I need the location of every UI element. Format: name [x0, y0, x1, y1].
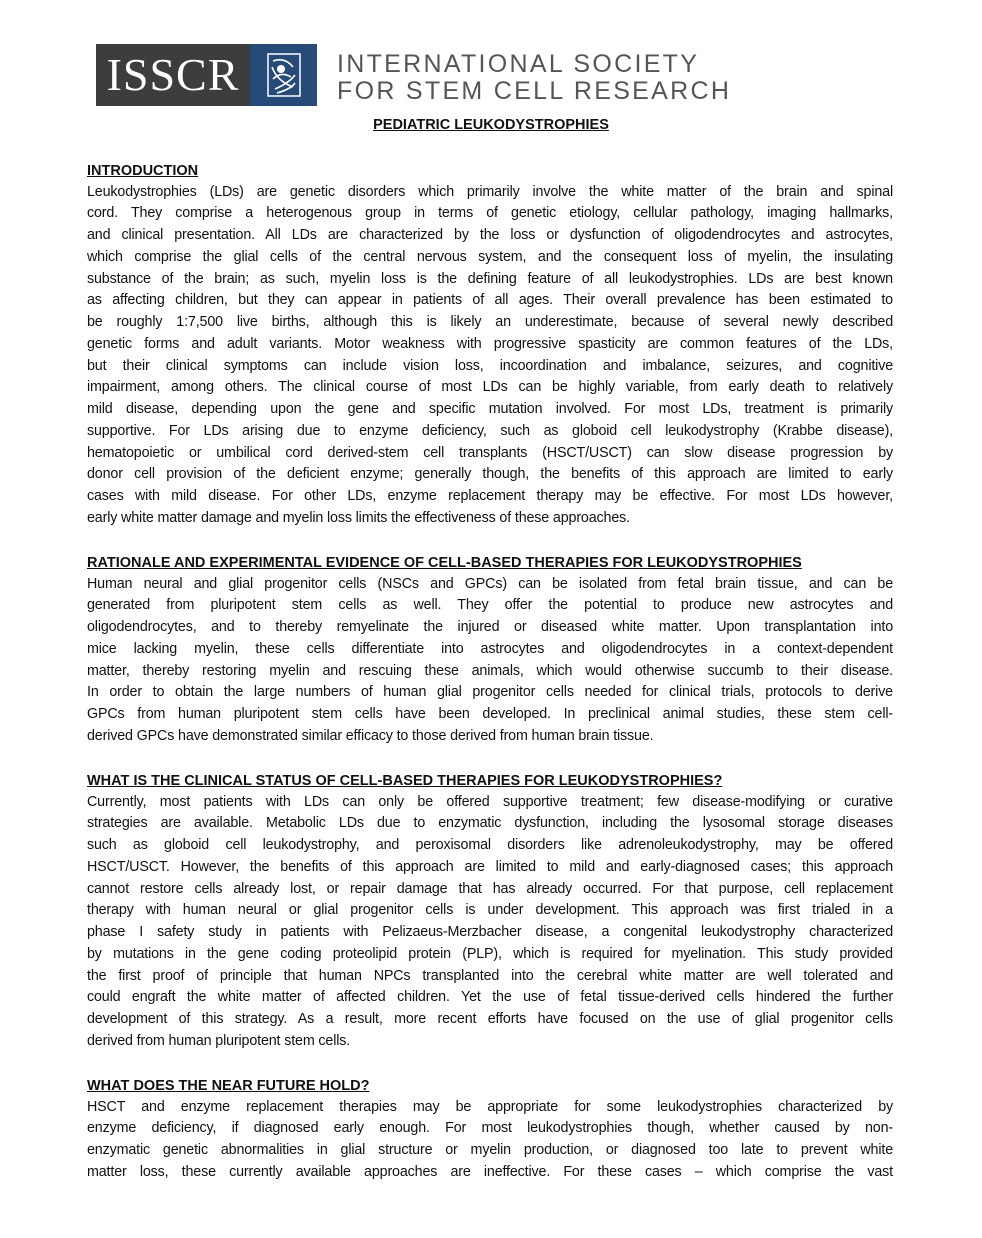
logo-emblem-icon — [250, 44, 317, 106]
text-line: enzymatic genetic abnormalities in glial structure or myelin production, or diagnosed too late to prevent white — [87, 1142, 893, 1158]
text-line: matter loss, these currently available approaches are ineffective. For these cases – which comprise the vast — [87, 1163, 893, 1180]
society-name — [337, 51, 731, 105]
text-line: could engraft the white matter of affected children. Yet the use of fetal tissue-derived cells hindered the further — [87, 989, 893, 1006]
text-line: development of this strategy. As a result, more recent efforts have focused on the use of glial progenitor cells — [87, 1011, 893, 1027]
text-line: Human neural and glial progenitor cells (NSCs and GPCs) can be isolated from fetal brain tissue, and can be — [87, 575, 893, 592]
logo-mark: ISSCR — [96, 44, 250, 106]
section-heading: RATIONALE AND EXPERIMENTAL EVIDENCE OF CELL-BASED THERAPIES FOR LEUKODYSTROPHIES — [87, 555, 802, 571]
text-line: impairment, among others. The clinical course of most LDs can be highly variable, from early death to relatively — [87, 379, 893, 396]
text-line: early white matter damage and myelin loss limits the effectiveness of these approaches. — [87, 509, 630, 526]
text-line: therapy with human neural or glial progenitor cells is under development. This approach was first trialed in a — [87, 902, 893, 919]
society-name-line1: INTERNATIONAL SOCIETY — [337, 50, 700, 78]
text-line: the first proof of principle that human NPCs transplanted into the cerebral white matter are well tolerated and — [87, 967, 893, 984]
text-line: cannot restore cells already lost, or repair damage that has already occurred. For that purpose, cell replacement — [87, 880, 893, 897]
text-line: by mutations in the gene coding proteolipid protein (PLP), which is required for myelination. This study provided — [87, 945, 893, 962]
text-line: derived from human pluripotent stem cells. — [87, 1032, 351, 1049]
text-line: matter, thereby restoring myelin and rescuing these animals, which would otherwise succumb to their disease. — [87, 662, 893, 679]
text-line: cord. They comprise a heterogenous group in terms of genetic etiology, cellular pathology, imaging hallmarks, — [87, 205, 893, 222]
text-line: such as globoid cell leukodystrophy, and peroxisomal disorders like adrenoleukodystrophy, may be offered — [87, 837, 893, 853]
text-line: mild disease, depending upon the gene and specific mutation involved. For most LDs, treatment is primarily — [87, 401, 893, 417]
section-paragraph — [87, 1097, 893, 1184]
text-line: Currently, most patients with LDs can only be offered supportive treatment; few disease-modifying or curative — [87, 793, 893, 810]
text-line: be roughly 1:7,500 live births, although this is likely an underestimate, because of several newly described — [87, 314, 893, 330]
text-line: strategies are available. Metabolic LDs due to enzymatic dysfunction, including the lysosomal storage diseases — [87, 815, 893, 832]
text-line: but their clinical symptoms can include vision loss, incoordination and imbalance, seizures, and cognitive — [87, 357, 893, 374]
text-line: cases with mild disease. For other LDs, enzyme replacement therapy may be effective. For most LDs however, — [87, 488, 893, 504]
text-line: genetic forms and adult variants. Motor weakness with progressive spasticity are common features of the LDs, — [87, 335, 893, 352]
text-line: oligodendrocytes, and to thereby remyelinate the injured or diseased white matter. Upon transplantation into — [87, 619, 893, 635]
text-line: mice lacking myelin, these cells differentiate into astrocytes and oligodendrocytes in a context-dependent — [87, 640, 893, 657]
text-line: derived GPCs have demonstrated similar efficacy to those derived from human brain tissue. — [87, 727, 654, 744]
text-line: HSCT/USCT. However, the benefits of this approach are limited to mild and early-diagnosed cases; this approach — [87, 858, 893, 875]
isscr-logo — [96, 44, 317, 106]
text-line: supportive. For LDs arising due to enzyme deficiency, such as globoid cell leukodystrophy (Krabbe disease), — [87, 422, 893, 439]
text-line: GPCs from human pluripotent stem cells have been developed. In preclinical animal studies, these stem cell- — [87, 706, 893, 722]
text-line: and clinical presentation. All LDs are characterized by the loss or dysfunction of oligodendrocytes and astrocytes, — [87, 227, 893, 243]
society-name-line2: FOR STEM CELL RESEARCH — [337, 77, 732, 105]
section-heading: WHAT DOES THE NEAR FUTURE HOLD? — [87, 1078, 370, 1094]
document-title: PEDIATRIC LEUKODYSTROPHIES — [373, 117, 609, 133]
text-line: In order to obtain the large numbers of human glial progenitor cells needed for clinical trials, protocols to derive — [87, 684, 893, 701]
text-line: hematopoietic or umbilical cord derived-stem cell transplants (HSCT/USCT) can slow disease progression by — [87, 444, 893, 461]
section-paragraph — [87, 182, 893, 530]
text-line: phase I safety study in patients with Pelizaeus-Merzbacher disease, a congenital leukodystrophy characterized — [87, 924, 893, 940]
text-line: as affecting children, but they can appear in patients of all ages. Their overall prevalence has been estimated to — [87, 292, 893, 309]
section-paragraph — [87, 574, 893, 748]
text-line: Leukodystrophies (LDs) are genetic disorders which primarily involve the white matter of the brain and spinal — [87, 183, 893, 200]
text-line: donor cell provision of the deficient enzyme; generally though, the benefits of this approach are limited to early — [87, 466, 893, 483]
section-heading: INTRODUCTION — [87, 163, 199, 179]
text-line: substance of the brain; as such, myelin loss is the defining feature of all leukodystrophies. LDs are best known — [87, 270, 893, 287]
text-line: enzyme deficiency, if diagnosed early enough. For most leukodystrophies though, whether caused by non- — [87, 1120, 893, 1137]
section-paragraph — [87, 792, 893, 1053]
text-line: which comprise the glial cells of the central nervous system, and the consequent loss of myelin, the insulating — [87, 248, 893, 265]
text-line: generated from pluripotent stem cells as well. They offer the potential to produce new astrocytes and — [87, 597, 893, 614]
text-line: HSCT and enzyme replacement therapies may be appropriate for some leukodystrophies characterized by — [87, 1098, 893, 1115]
section-heading: WHAT IS THE CLINICAL STATUS OF CELL-BASED THERAPIES FOR LEUKODYSTROPHIES? — [87, 773, 723, 789]
